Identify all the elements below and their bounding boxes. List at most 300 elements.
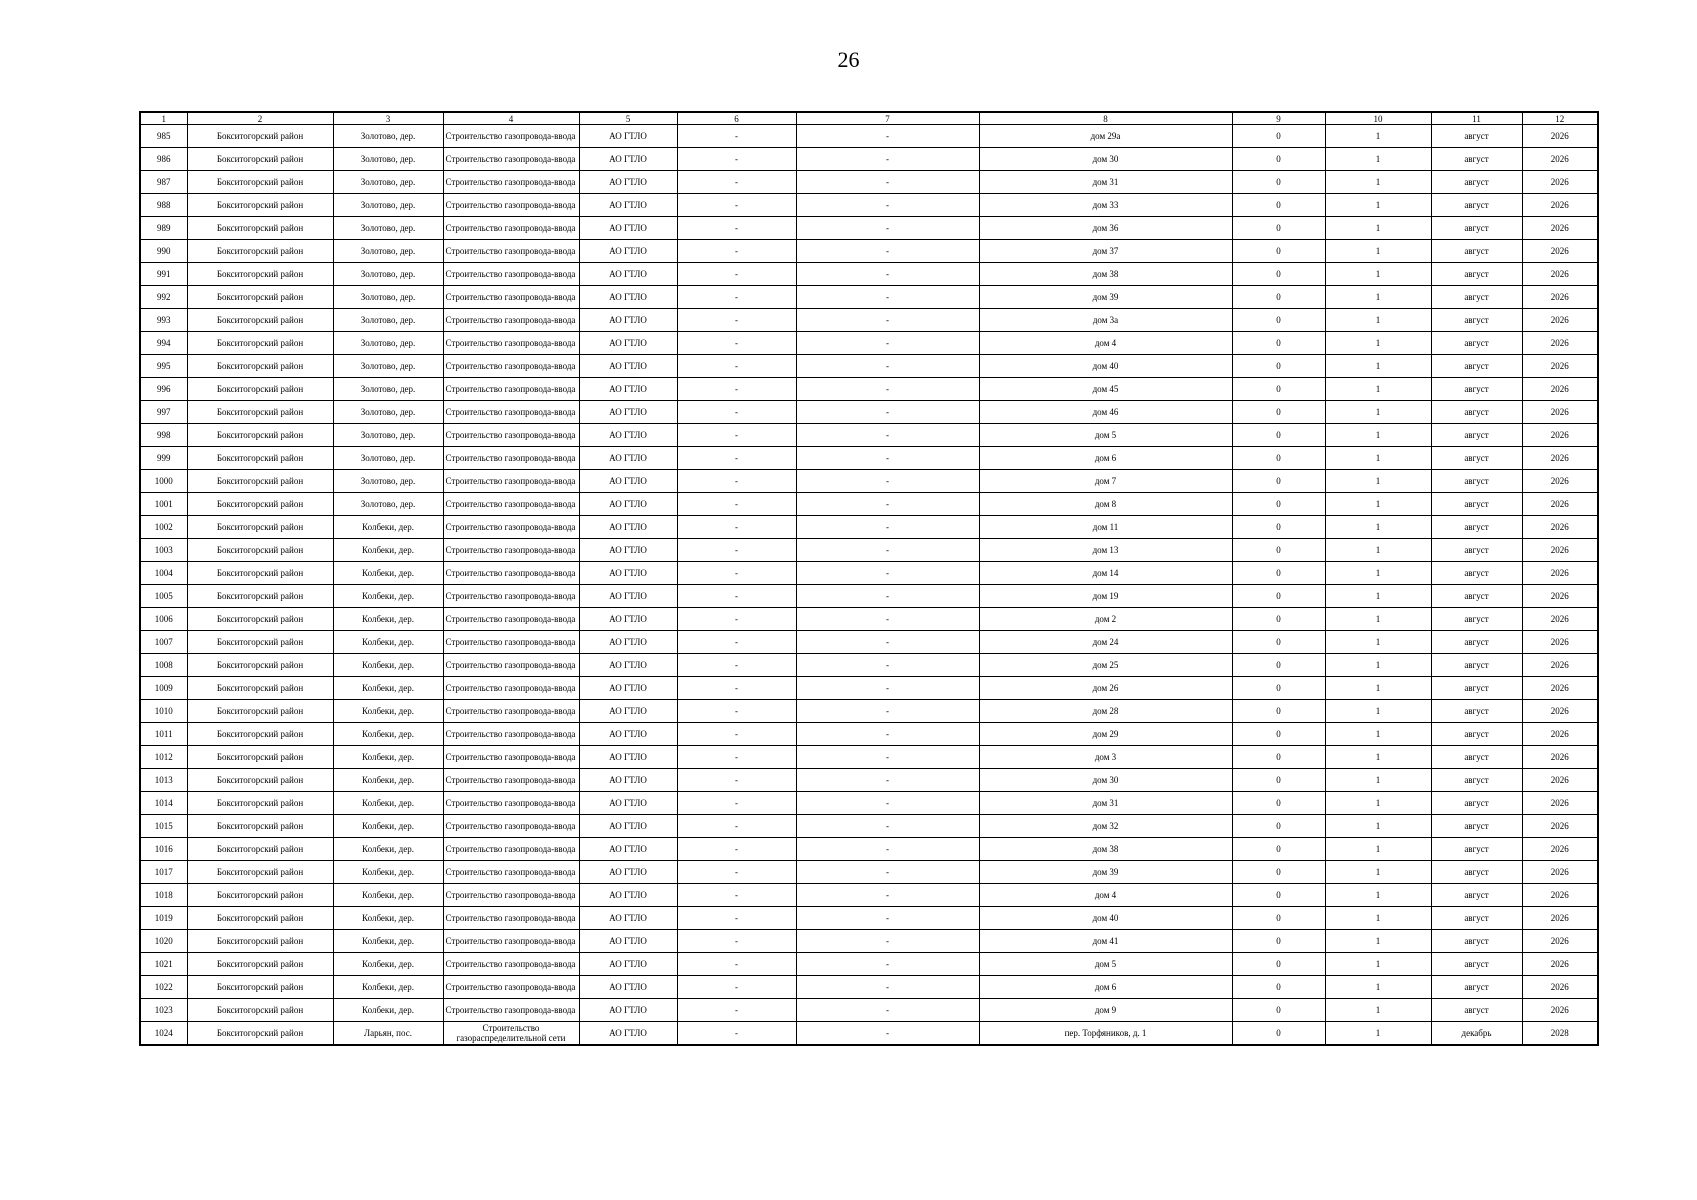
cell-address: дом 41 bbox=[979, 930, 1232, 953]
table-row bbox=[140, 654, 1598, 677]
cell-col10: 1 bbox=[1325, 447, 1431, 470]
cell-contractor: АО ГТЛО bbox=[579, 516, 677, 539]
cell-district: Бокситогорский район bbox=[187, 792, 333, 815]
cell-contractor: АО ГТЛО bbox=[579, 562, 677, 585]
cell-contractor: АО ГТЛО bbox=[579, 608, 677, 631]
cell-col9: 0 bbox=[1232, 194, 1325, 217]
cell-col6: - bbox=[677, 539, 796, 562]
cell-col6: - bbox=[677, 746, 796, 769]
cell-year: 2026 bbox=[1522, 769, 1598, 792]
cell-col7: - bbox=[796, 447, 979, 470]
cell-number: 989 bbox=[140, 217, 187, 240]
cell-address: дом 38 bbox=[979, 263, 1232, 286]
cell-settlement: Колбеки, дер. bbox=[333, 907, 443, 930]
cell-year: 2026 bbox=[1522, 861, 1598, 884]
cell-number: 1001 bbox=[140, 493, 187, 516]
cell-month: август bbox=[1431, 286, 1522, 309]
cell-col7: - bbox=[796, 861, 979, 884]
cell-work-type: Строительство газопровода-ввода bbox=[443, 677, 579, 700]
cell-settlement: Золотово, дер. bbox=[333, 171, 443, 194]
cell-col7: - bbox=[796, 953, 979, 976]
cell-year: 2026 bbox=[1522, 654, 1598, 677]
column-number: 6 bbox=[677, 112, 796, 125]
cell-year: 2026 bbox=[1522, 930, 1598, 953]
cell-year: 2026 bbox=[1522, 953, 1598, 976]
cell-month: август bbox=[1431, 401, 1522, 424]
cell-contractor: АО ГТЛО bbox=[579, 631, 677, 654]
cell-contractor: АО ГТЛО bbox=[579, 677, 677, 700]
cell-col9: 0 bbox=[1232, 907, 1325, 930]
cell-col7: - bbox=[796, 838, 979, 861]
cell-district: Бокситогорский район bbox=[187, 286, 333, 309]
cell-col6: - bbox=[677, 838, 796, 861]
cell-month: август bbox=[1431, 470, 1522, 493]
cell-contractor: АО ГТЛО bbox=[579, 1022, 677, 1046]
cell-contractor: АО ГТЛО bbox=[579, 332, 677, 355]
cell-col7: - bbox=[796, 769, 979, 792]
cell-settlement: Золотово, дер. bbox=[333, 355, 443, 378]
cell-district: Бокситогорский район bbox=[187, 861, 333, 884]
cell-work-type: Строительство газопровода-ввода bbox=[443, 746, 579, 769]
cell-number: 1006 bbox=[140, 608, 187, 631]
cell-col9: 0 bbox=[1232, 217, 1325, 240]
cell-settlement: Золотово, дер. bbox=[333, 401, 443, 424]
cell-col9: 0 bbox=[1232, 263, 1325, 286]
cell-number: 1007 bbox=[140, 631, 187, 654]
page-number: 26 bbox=[837, 47, 860, 72]
cell-col7: - bbox=[796, 194, 979, 217]
cell-month: август bbox=[1431, 309, 1522, 332]
cell-month: август bbox=[1431, 792, 1522, 815]
cell-settlement: Колбеки, дер. bbox=[333, 953, 443, 976]
cell-contractor: АО ГТЛО bbox=[579, 378, 677, 401]
cell-number: 1022 bbox=[140, 976, 187, 999]
cell-col7: - bbox=[796, 930, 979, 953]
cell-settlement: Колбеки, дер. bbox=[333, 516, 443, 539]
cell-month: август bbox=[1431, 263, 1522, 286]
cell-col6: - bbox=[677, 907, 796, 930]
cell-district: Бокситогорский район bbox=[187, 585, 333, 608]
cell-number: 1004 bbox=[140, 562, 187, 585]
cell-number: 998 bbox=[140, 424, 187, 447]
cell-col10: 1 bbox=[1325, 332, 1431, 355]
cell-contractor: АО ГТЛО bbox=[579, 240, 677, 263]
cell-number: 990 bbox=[140, 240, 187, 263]
table-row bbox=[140, 378, 1598, 401]
cell-contractor: АО ГТЛО bbox=[579, 700, 677, 723]
cell-col6: - bbox=[677, 976, 796, 999]
cell-col7: - bbox=[796, 171, 979, 194]
cell-address: дом 31 bbox=[979, 792, 1232, 815]
cell-col7: - bbox=[796, 907, 979, 930]
cell-work-type: Строительство газопровода-ввода bbox=[443, 539, 579, 562]
cell-col6: - bbox=[677, 815, 796, 838]
cell-col10: 1 bbox=[1325, 608, 1431, 631]
cell-contractor: АО ГТЛО bbox=[579, 286, 677, 309]
cell-col6: - bbox=[677, 516, 796, 539]
cell-month: август bbox=[1431, 493, 1522, 516]
cell-number: 1013 bbox=[140, 769, 187, 792]
cell-contractor: АО ГТЛО bbox=[579, 930, 677, 953]
cell-district: Бокситогорский район bbox=[187, 493, 333, 516]
cell-year: 2026 bbox=[1522, 700, 1598, 723]
cell-settlement: Золотово, дер. bbox=[333, 148, 443, 171]
cell-month: август bbox=[1431, 700, 1522, 723]
cell-year: 2026 bbox=[1522, 240, 1598, 263]
cell-col9: 0 bbox=[1232, 953, 1325, 976]
cell-number: 1011 bbox=[140, 723, 187, 746]
cell-district: Бокситогорский район bbox=[187, 539, 333, 562]
cell-month: август bbox=[1431, 884, 1522, 907]
column-number: 1 bbox=[140, 112, 187, 125]
column-number: 10 bbox=[1325, 112, 1431, 125]
cell-number: 1015 bbox=[140, 815, 187, 838]
cell-col10: 1 bbox=[1325, 263, 1431, 286]
cell-address: дом 33 bbox=[979, 194, 1232, 217]
table-row bbox=[140, 861, 1598, 884]
cell-col6: - bbox=[677, 884, 796, 907]
cell-month: август bbox=[1431, 677, 1522, 700]
cell-col10: 1 bbox=[1325, 378, 1431, 401]
cell-district: Бокситогорский район bbox=[187, 378, 333, 401]
cell-settlement: Колбеки, дер. bbox=[333, 861, 443, 884]
cell-col9: 0 bbox=[1232, 401, 1325, 424]
table-row bbox=[140, 585, 1598, 608]
cell-work-type: Строительство газопровода-ввода bbox=[443, 401, 579, 424]
cell-settlement: Золотово, дер. bbox=[333, 332, 443, 355]
column-number: 5 bbox=[579, 112, 677, 125]
cell-col10: 1 bbox=[1325, 746, 1431, 769]
cell-month: август bbox=[1431, 999, 1522, 1022]
cell-month: август bbox=[1431, 424, 1522, 447]
cell-settlement: Золотово, дер. bbox=[333, 309, 443, 332]
cell-year: 2026 bbox=[1522, 125, 1598, 148]
cell-col9: 0 bbox=[1232, 631, 1325, 654]
cell-month: август bbox=[1431, 631, 1522, 654]
cell-year: 2026 bbox=[1522, 470, 1598, 493]
cell-month: август bbox=[1431, 171, 1522, 194]
cell-month: август bbox=[1431, 654, 1522, 677]
cell-contractor: АО ГТЛО bbox=[579, 999, 677, 1022]
cell-address: пер. Торфяников, д. 1 bbox=[979, 1022, 1232, 1046]
cell-work-type: Строительство газопровода-ввода bbox=[443, 769, 579, 792]
cell-contractor: АО ГТЛО bbox=[579, 447, 677, 470]
cell-work-type: Строительство газопровода-ввода bbox=[443, 171, 579, 194]
cell-month: август bbox=[1431, 447, 1522, 470]
cell-month: август bbox=[1431, 516, 1522, 539]
cell-district: Бокситогорский район bbox=[187, 723, 333, 746]
cell-col6: - bbox=[677, 447, 796, 470]
cell-address: дом 4 bbox=[979, 884, 1232, 907]
table-row bbox=[140, 148, 1598, 171]
cell-district: Бокситогорский район bbox=[187, 332, 333, 355]
cell-work-type: Строительство газопровода-ввода bbox=[443, 930, 579, 953]
cell-address: дом 31 bbox=[979, 171, 1232, 194]
cell-address: дом 3а bbox=[979, 309, 1232, 332]
cell-address: дом 8 bbox=[979, 493, 1232, 516]
table-row bbox=[140, 746, 1598, 769]
cell-number: 1008 bbox=[140, 654, 187, 677]
cell-work-type: Строительство газопровода-ввода bbox=[443, 654, 579, 677]
cell-month: август bbox=[1431, 562, 1522, 585]
cell-work-type: Строительство газопровода-ввода bbox=[443, 585, 579, 608]
cell-district: Бокситогорский район bbox=[187, 447, 333, 470]
cell-year: 2026 bbox=[1522, 539, 1598, 562]
cell-col6: - bbox=[677, 240, 796, 263]
cell-address: дом 19 bbox=[979, 585, 1232, 608]
cell-work-type: Строительство газопровода-ввода bbox=[443, 631, 579, 654]
cell-address: дом 4 bbox=[979, 332, 1232, 355]
cell-col6: - bbox=[677, 194, 796, 217]
cell-col9: 0 bbox=[1232, 700, 1325, 723]
cell-number: 1012 bbox=[140, 746, 187, 769]
column-number-row bbox=[140, 112, 1598, 125]
cell-col6: - bbox=[677, 286, 796, 309]
cell-contractor: АО ГТЛО bbox=[579, 171, 677, 194]
table-row bbox=[140, 838, 1598, 861]
cell-year: 2026 bbox=[1522, 792, 1598, 815]
cell-year: 2026 bbox=[1522, 585, 1598, 608]
table-row bbox=[140, 953, 1598, 976]
column-number: 4 bbox=[443, 112, 579, 125]
cell-district: Бокситогорский район bbox=[187, 608, 333, 631]
cell-col9: 0 bbox=[1232, 976, 1325, 999]
cell-col6: - bbox=[677, 263, 796, 286]
cell-district: Бокситогорский район bbox=[187, 401, 333, 424]
cell-col7: - bbox=[796, 470, 979, 493]
cell-address: дом 7 bbox=[979, 470, 1232, 493]
cell-number: 1018 bbox=[140, 884, 187, 907]
table-row bbox=[140, 401, 1598, 424]
cell-col7: - bbox=[796, 608, 979, 631]
cell-settlement: Золотово, дер. bbox=[333, 470, 443, 493]
cell-work-type: Строительство газопровода-ввода bbox=[443, 240, 579, 263]
cell-district: Бокситогорский район bbox=[187, 907, 333, 930]
cell-col7: - bbox=[796, 263, 979, 286]
cell-col6: - bbox=[677, 378, 796, 401]
table-row bbox=[140, 700, 1598, 723]
cell-address: дом 37 bbox=[979, 240, 1232, 263]
cell-col10: 1 bbox=[1325, 355, 1431, 378]
cell-contractor: АО ГТЛО bbox=[579, 309, 677, 332]
cell-district: Бокситогорский район bbox=[187, 1022, 333, 1046]
cell-month: декабрь bbox=[1431, 1022, 1522, 1046]
cell-col7: - bbox=[796, 240, 979, 263]
cell-year: 2026 bbox=[1522, 677, 1598, 700]
cell-address: дом 39 bbox=[979, 286, 1232, 309]
cell-col10: 1 bbox=[1325, 792, 1431, 815]
table-row bbox=[140, 194, 1598, 217]
cell-address: дом 28 bbox=[979, 700, 1232, 723]
cell-year: 2026 bbox=[1522, 309, 1598, 332]
cell-month: август bbox=[1431, 930, 1522, 953]
cell-number: 987 bbox=[140, 171, 187, 194]
cell-number: 996 bbox=[140, 378, 187, 401]
cell-month: август bbox=[1431, 148, 1522, 171]
cell-work-type: Строительство газопровода-ввода bbox=[443, 861, 579, 884]
cell-settlement: Колбеки, дер. bbox=[333, 608, 443, 631]
cell-contractor: АО ГТЛО bbox=[579, 217, 677, 240]
cell-col9: 0 bbox=[1232, 654, 1325, 677]
cell-year: 2026 bbox=[1522, 148, 1598, 171]
table-row bbox=[140, 470, 1598, 493]
cell-col9: 0 bbox=[1232, 562, 1325, 585]
cell-contractor: АО ГТЛО bbox=[579, 424, 677, 447]
cell-work-type: Строительство газопровода-ввода bbox=[443, 194, 579, 217]
cell-col10: 1 bbox=[1325, 976, 1431, 999]
table-row bbox=[140, 125, 1598, 148]
cell-work-type: Строительство газопровода-ввода bbox=[443, 424, 579, 447]
cell-district: Бокситогорский район bbox=[187, 976, 333, 999]
cell-contractor: АО ГТЛО bbox=[579, 585, 677, 608]
cell-settlement: Колбеки, дер. bbox=[333, 838, 443, 861]
cell-col10: 1 bbox=[1325, 493, 1431, 516]
cell-work-type: Строительство газопровода-ввода bbox=[443, 516, 579, 539]
cell-number: 1014 bbox=[140, 792, 187, 815]
cell-col9: 0 bbox=[1232, 539, 1325, 562]
cell-col7: - bbox=[796, 125, 979, 148]
cell-settlement: Колбеки, дер. bbox=[333, 585, 443, 608]
cell-col10: 1 bbox=[1325, 125, 1431, 148]
cell-district: Бокситогорский район bbox=[187, 999, 333, 1022]
cell-year: 2026 bbox=[1522, 884, 1598, 907]
cell-contractor: АО ГТЛО bbox=[579, 746, 677, 769]
cell-address: дом 45 bbox=[979, 378, 1232, 401]
cell-settlement: Колбеки, дер. bbox=[333, 769, 443, 792]
cell-col10: 1 bbox=[1325, 884, 1431, 907]
cell-district: Бокситогорский район bbox=[187, 815, 333, 838]
cell-col9: 0 bbox=[1232, 332, 1325, 355]
cell-contractor: АО ГТЛО bbox=[579, 539, 677, 562]
cell-col9: 0 bbox=[1232, 792, 1325, 815]
cell-col10: 1 bbox=[1325, 171, 1431, 194]
cell-col10: 1 bbox=[1325, 562, 1431, 585]
cell-month: август bbox=[1431, 608, 1522, 631]
cell-number: 1005 bbox=[140, 585, 187, 608]
cell-year: 2026 bbox=[1522, 493, 1598, 516]
cell-month: август bbox=[1431, 240, 1522, 263]
table-row bbox=[140, 332, 1598, 355]
cell-year: 2026 bbox=[1522, 401, 1598, 424]
cell-col10: 1 bbox=[1325, 838, 1431, 861]
column-number: 3 bbox=[333, 112, 443, 125]
cell-address: дом 6 bbox=[979, 976, 1232, 999]
cell-number: 994 bbox=[140, 332, 187, 355]
table-row bbox=[140, 217, 1598, 240]
cell-col9: 0 bbox=[1232, 125, 1325, 148]
cell-address: дом 40 bbox=[979, 355, 1232, 378]
cell-contractor: АО ГТЛО bbox=[579, 493, 677, 516]
cell-number: 1019 bbox=[140, 907, 187, 930]
cell-year: 2026 bbox=[1522, 838, 1598, 861]
cell-year: 2026 bbox=[1522, 907, 1598, 930]
cell-settlement: Золотово, дер. bbox=[333, 194, 443, 217]
cell-settlement: Золотово, дер. bbox=[333, 240, 443, 263]
cell-contractor: АО ГТЛО bbox=[579, 976, 677, 999]
cell-work-type: Строительство газопровода-ввода bbox=[443, 976, 579, 999]
table-row bbox=[140, 884, 1598, 907]
cell-year: 2028 bbox=[1522, 1022, 1598, 1046]
cell-col9: 0 bbox=[1232, 746, 1325, 769]
cell-year: 2026 bbox=[1522, 424, 1598, 447]
cell-col6: - bbox=[677, 493, 796, 516]
cell-year: 2026 bbox=[1522, 608, 1598, 631]
cell-number: 1020 bbox=[140, 930, 187, 953]
table-row bbox=[140, 240, 1598, 263]
cell-year: 2026 bbox=[1522, 815, 1598, 838]
cell-col9: 0 bbox=[1232, 470, 1325, 493]
cell-settlement: Колбеки, дер. bbox=[333, 999, 443, 1022]
cell-col9: 0 bbox=[1232, 286, 1325, 309]
cell-address: дом 39 bbox=[979, 861, 1232, 884]
column-number: 12 bbox=[1522, 112, 1598, 125]
cell-contractor: АО ГТЛО bbox=[579, 723, 677, 746]
cell-year: 2026 bbox=[1522, 378, 1598, 401]
cell-number: 985 bbox=[140, 125, 187, 148]
table-row bbox=[140, 907, 1598, 930]
cell-month: август bbox=[1431, 953, 1522, 976]
cell-contractor: АО ГТЛО bbox=[579, 815, 677, 838]
cell-settlement: Колбеки, дер. bbox=[333, 562, 443, 585]
cell-month: август bbox=[1431, 194, 1522, 217]
cell-year: 2026 bbox=[1522, 171, 1598, 194]
table-row bbox=[140, 1022, 1598, 1046]
cell-col7: - bbox=[796, 976, 979, 999]
cell-month: август bbox=[1431, 217, 1522, 240]
cell-col9: 0 bbox=[1232, 815, 1325, 838]
cell-settlement: Золотово, дер. bbox=[333, 217, 443, 240]
cell-year: 2026 bbox=[1522, 999, 1598, 1022]
cell-col7: - bbox=[796, 999, 979, 1022]
cell-col6: - bbox=[677, 401, 796, 424]
cell-col9: 0 bbox=[1232, 999, 1325, 1022]
cell-col10: 1 bbox=[1325, 1022, 1431, 1046]
table-row bbox=[140, 608, 1598, 631]
cell-col6: - bbox=[677, 217, 796, 240]
cell-year: 2026 bbox=[1522, 516, 1598, 539]
cell-col9: 0 bbox=[1232, 171, 1325, 194]
cell-col6: - bbox=[677, 171, 796, 194]
cell-col10: 1 bbox=[1325, 769, 1431, 792]
cell-work-type: Строительство газораспределительной сети bbox=[443, 1022, 579, 1046]
cell-col6: - bbox=[677, 769, 796, 792]
cell-col10: 1 bbox=[1325, 286, 1431, 309]
cell-district: Бокситогорский район bbox=[187, 148, 333, 171]
cell-year: 2026 bbox=[1522, 332, 1598, 355]
cell-district: Бокситогорский район bbox=[187, 769, 333, 792]
column-number: 8 bbox=[979, 112, 1232, 125]
cell-year: 2026 bbox=[1522, 355, 1598, 378]
cell-address: дом 14 bbox=[979, 562, 1232, 585]
cell-address: дом 46 bbox=[979, 401, 1232, 424]
cell-col7: - bbox=[796, 585, 979, 608]
column-number: 2 bbox=[187, 112, 333, 125]
cell-contractor: АО ГТЛО bbox=[579, 953, 677, 976]
cell-number: 992 bbox=[140, 286, 187, 309]
cell-year: 2026 bbox=[1522, 263, 1598, 286]
cell-col6: - bbox=[677, 654, 796, 677]
cell-settlement: Колбеки, дер. bbox=[333, 539, 443, 562]
cell-district: Бокситогорский район bbox=[187, 355, 333, 378]
table-row bbox=[140, 309, 1598, 332]
cell-settlement: Колбеки, дер. bbox=[333, 654, 443, 677]
table-row bbox=[140, 562, 1598, 585]
cell-district: Бокситогорский район bbox=[187, 884, 333, 907]
cell-col9: 0 bbox=[1232, 148, 1325, 171]
cell-col10: 1 bbox=[1325, 401, 1431, 424]
cell-col6: - bbox=[677, 332, 796, 355]
table-row bbox=[140, 171, 1598, 194]
